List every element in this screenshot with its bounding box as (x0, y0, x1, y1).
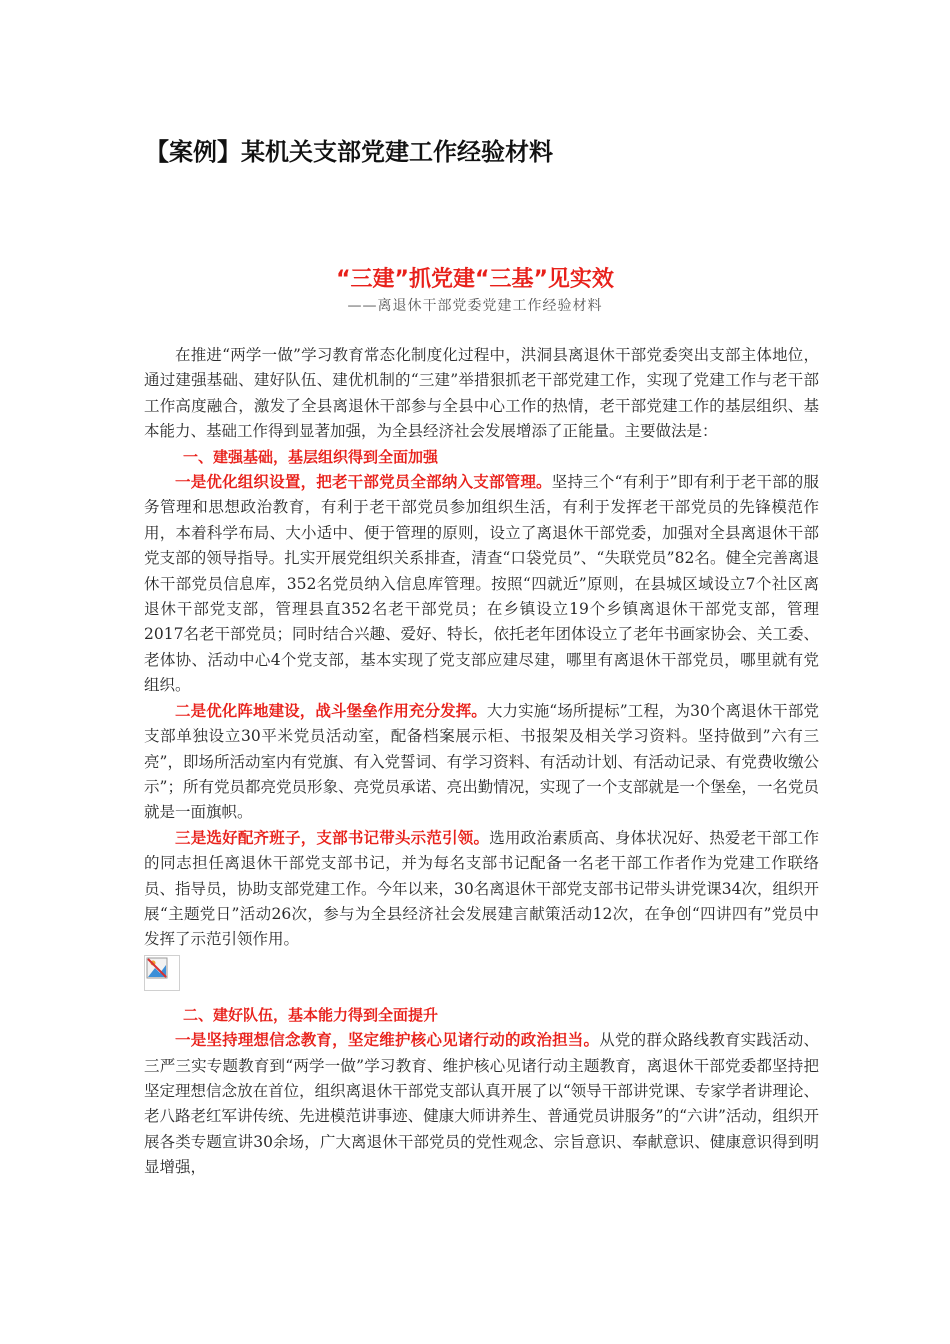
item-lead: 三是选好配齐班子，支部书记带头示范引领。 (175, 828, 490, 847)
broken-image-icon (144, 955, 180, 991)
item-lead: 一是优化组织设置，把老干部党员全部纳入支部管理。 (175, 473, 552, 492)
item-lead: 二是优化阵地建设，战斗堡垒作用充分发挥。 (175, 701, 487, 720)
item-text: 选用政治素质高、身体状况好、热爱老干部工作的同志担任离退休干部党支部书记，并为每名支部书记配备一名老干部工作者作为党建工作联络员、指导员，协助支部党建工作。今年以来，30名离退休干部党支部书记带头讲党课34次，组织开展“主题党日”活动26次，参与为全县经济社会发展建言献策活动12次，在争创“四讲四有”党员中发挥了示范引领作用。 (144, 828, 819, 949)
item-text: 大力实施“场所提标”工程，为30个离退休干部党支部单独设立30平米党员活动室，配备档案展示柜、书报架及相关学习资料。坚持做到”六有三亮”，即场所活动室内有党旗、有入党誓词、有学习资料、有活动计划、有活动记录、有党费收缴公示”；所有党员都亮党员形象、亮党员承诺、亮出勤情况，实现了一个支部就是一个堡垒，一名党员就是一面旗帜。 (144, 701, 819, 822)
main-title: “三建”抓党建“三基”见实效 (336, 267, 614, 292)
section-1-item-1 (144, 470, 819, 699)
intro-paragraph: 在推进“两学一做”学习教育常态化制度化过程中，洪洞县离退休干部党委突出支部主体地位，通过建强基础、建好队伍、建优机制的“三建”举措狠抓老干部党建工作，实现了党建工作与老干部工作高度融合，激发了全县离退休干部参与全县中心工作的热情，老干部党建工作的基层组织、基本能力、基础工作得到显著加强，为全县经济社会发展增添了正能量。主要做法是： (144, 346, 819, 441)
section-1-heading: 一、建强基础，基层组织得到全面加强 (183, 447, 439, 466)
section-1-item-2 (144, 699, 819, 826)
item-text: 从党的群众路线教育实践活动、三严三实专题教育到“两学一做”学习教育、维护核心见诸行动主题教育，离退休干部党委都坚持把坚定理想信念放在首位，组织离退休干部党支部认真开展了以“领导干部讲党课、专家学者讲理论、老八路老红军讲传统、先进模范讲事迹、健康大师讲养生、普通党员讲服务”的“六讲”活动，组织开展各类专题宣讲30余场，广大离退休干部党员的党性观念、宗旨意识、奉献意识、健康意识得到明显增强， (144, 1031, 819, 1177)
section-2-heading: 二、建好队伍，基本能力得到全面提升 (183, 1005, 439, 1024)
item-lead: 一是坚持理想信念教育，坚定维护核心见诸行动的政治担当。 (175, 1031, 600, 1050)
document-title: 【案例】某机关支部党建工作经验材料 (145, 138, 553, 166)
item-text: 坚持三个“有利于”即有利于老干部的服务管理和思想政治教育，有利于老干部党员参加组织生活，有利于发挥老干部党员的先锋模范作用，本着科学布局、大小适中、便于管理的原则，设立了离退休干部党委，加强对全县离退休干部党支部的领导指导。扎实开展党组织关系排查，清查“口袋党员”、“失联党员”82名。健全完善离退休干部党员信息库，352名党员纳入信息库管理。按照“四就近”原则，在县城区域设立7个社区离退休干部党支部，管理县直352名老干部党员；在乡镇设立19个乡镇离退休干部党支部，管理2017名老干部党员；同时结合兴趣、爱好、特长，依托老年团体设立了老年书画家协会、关工委、老体协、活动中心4个党支部，基本实现了党支部应建尽建，哪里有离退休干部党员，哪里就有党组织。 (144, 473, 819, 695)
section-1-item-3 (144, 826, 819, 953)
subtitle: ——离退休干部党委党建工作经验材料 (347, 298, 603, 314)
document-body (144, 343, 819, 1181)
section-2-item-1 (144, 1028, 819, 1180)
